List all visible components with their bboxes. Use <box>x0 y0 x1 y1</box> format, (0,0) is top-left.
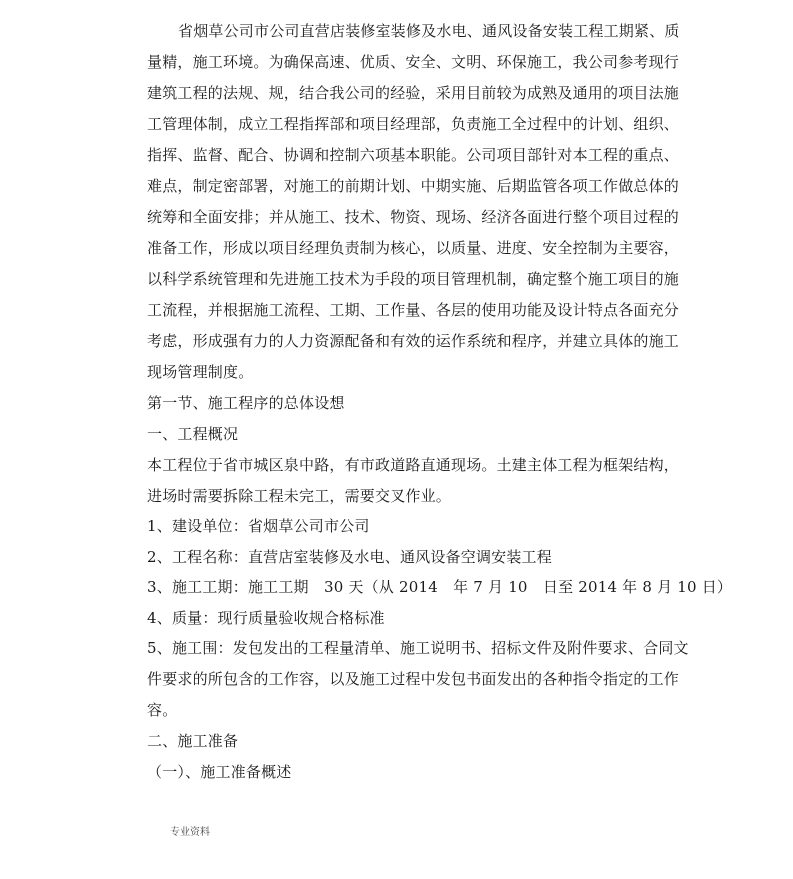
paragraph-line: 量精，施工环境。为确保高速、优质、安全、文明、环保施工，我公司参考现行 <box>147 53 680 71</box>
paragraph-line: 指挥、监督、配合、协调和控制六项基本职能。公司项目部针对本工程的重点、 <box>147 146 680 164</box>
paragraph-line: 统筹和全面安排；并从施工、技术、物资、现场、经济各面进行整个项目过程的 <box>147 208 680 226</box>
subsubsection-heading: （一）、施工准备概述 <box>147 763 292 781</box>
paragraph-line: 准备工作，形成以项目经理负责制为核心，以质量、进度、安全控制为主要容， <box>147 239 680 257</box>
paragraph-line: 难点，制定密部署，对施工的前期计划、中期实施、后期监管各项工作做总体的 <box>147 177 680 195</box>
list-item-scope: 5、施工围：发包发出的工程量清单、施工说明书、招标文件及附件要求、合同文 <box>147 639 689 657</box>
paragraph-line: 建筑工程的法规、规，结合我公司的经验，采用目前较为成熟及通用的项目法施 <box>147 84 680 102</box>
list-item-scope-continued: 容。 <box>147 701 178 719</box>
paragraph-line: 以科学系统管理和先进施工技术为手段的项目管理机制，确定整个施工项目的施 <box>147 270 680 288</box>
overview-line: 进场时需要拆除工程未完工，需要交叉作业。 <box>147 487 452 505</box>
paragraph-line: 工流程，并根据施工流程、工期、工作量、各层的使用功能及设计特点各面充分 <box>147 301 680 319</box>
subsection-heading: 二、施工准备 <box>147 732 239 750</box>
section-heading: 第一节、施工程序的总体设想 <box>147 394 345 412</box>
paragraph-line: 现场管理制度。 <box>147 363 254 381</box>
paragraph-line: 省烟草公司市公司直营店装修室装修及水电、通风设备安装工程工期紧、质 <box>178 22 680 40</box>
list-item-construction-unit: 1、建设单位：省烟草公司市公司 <box>147 517 370 535</box>
paragraph-line: 工管理体制，成立工程指挥部和项目经理部，负责施工全过程中的计划、组织、 <box>147 115 680 133</box>
subsection-heading: 一、工程概况 <box>147 425 239 443</box>
paragraph-line: 考虑，形成强有力的人力资源配备和有效的运作系统和程序，并建立具体的施工 <box>147 332 680 350</box>
page-footer: 专业资料 <box>170 827 210 838</box>
list-item-project-name: 2、工程名称：直营店室装修及水电、通风设备空调安装工程 <box>147 548 552 566</box>
list-item-schedule: 3、施工工期：施工工期 30 天（从 2014 年 7 月 10 日至 2014 年 8 月 10 日） <box>147 578 733 596</box>
list-item-quality: 4、质量：现行质量验收规合格标准 <box>147 609 385 627</box>
list-item-scope-continued: 件要求的所包含的工作容，以及施工过程中发包书面发出的各种指令指定的工作 <box>147 670 680 688</box>
overview-line: 本工程位于省市城区泉中路，有市政道路直通现场。土建主体工程为框架结构， <box>147 456 680 474</box>
